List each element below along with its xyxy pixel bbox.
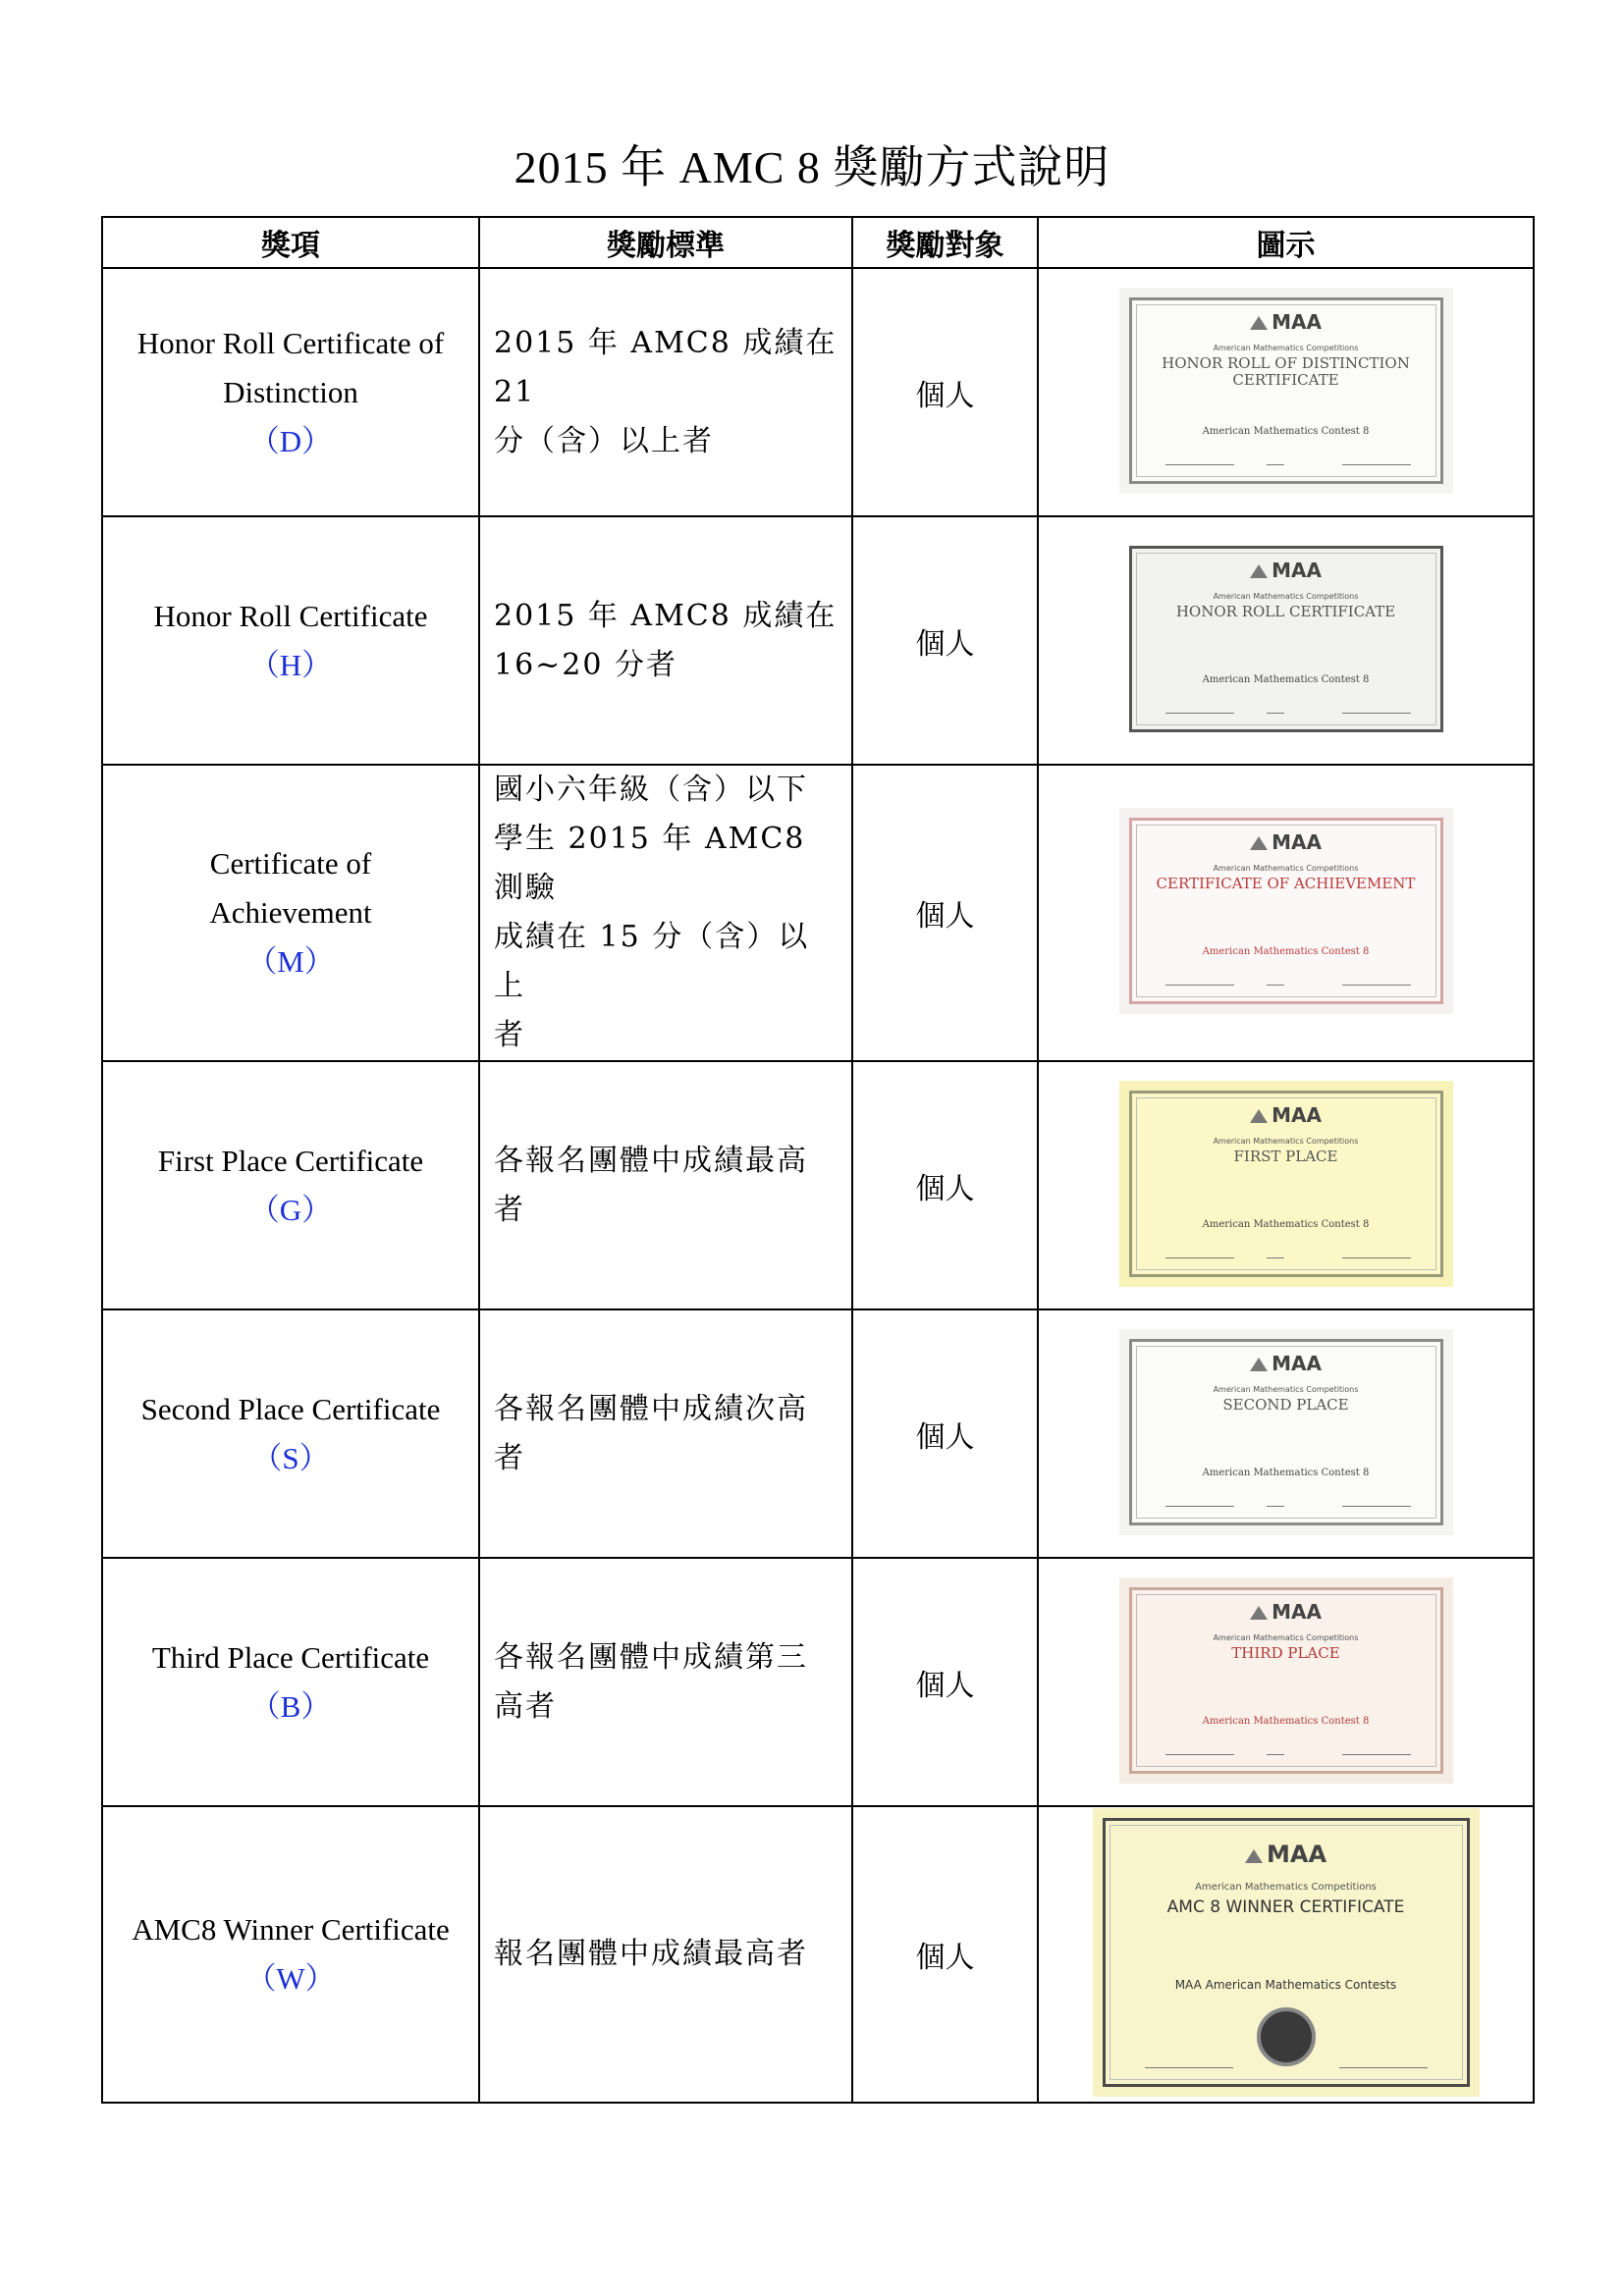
table-header-row — [102, 217, 1534, 268]
criteria-line: 者 — [494, 1192, 525, 1227]
certificate-heading: SECOND PLACE — [1222, 1395, 1349, 1414]
award-code: （D） — [248, 423, 333, 458]
maa-logo-icon — [1245, 1849, 1263, 1863]
certificate-org: American Mathematics Competitions — [1213, 1384, 1359, 1394]
certificate-contest: American Mathematics Contest 8 — [1202, 946, 1370, 957]
award-code: （G） — [248, 1192, 333, 1227]
signature-line — [1267, 1257, 1284, 1258]
maa-logo-icon — [1250, 1109, 1268, 1123]
certificate-heading: FIRST PLACE — [1233, 1147, 1338, 1165]
award-name-line: Achievement — [209, 895, 372, 930]
award-name-line: Distinction — [223, 374, 358, 409]
awards-table — [101, 216, 1535, 2104]
criteria-line: 者 — [494, 1440, 525, 1475]
maa-logo — [1132, 830, 1440, 854]
award-code: （W） — [245, 1961, 336, 1996]
certificate-image — [1119, 808, 1453, 1014]
page-title: 2015 年 AMC 8 獎勵方式說明 — [514, 142, 1110, 192]
maa-logo-text: MAA — [1272, 1102, 1322, 1127]
criteria-line: 者 — [494, 1018, 525, 1052]
award-image-cell — [1038, 1309, 1534, 1558]
criteria-line: 2015 年 AMC8 成績在 21 — [494, 325, 838, 409]
criteria-line: 學生 2015 年 AMC8 測驗 — [494, 822, 806, 905]
certificate-contest: American Mathematics Contest 8 — [1202, 1218, 1370, 1230]
table-row — [102, 765, 1534, 1061]
award-target-cell: 個人 — [852, 268, 1038, 516]
criteria-line: 16~20 分者 — [494, 647, 678, 682]
award-criteria-cell — [479, 516, 852, 765]
award-image-cell — [1038, 765, 1534, 1061]
award-criteria-cell — [479, 1558, 852, 1806]
award-image-cell — [1038, 268, 1534, 516]
criteria-line: 國小六年級（含）以下 — [494, 773, 808, 807]
maa-logo-text: MAA — [1272, 558, 1322, 582]
maa-logo-icon — [1250, 1358, 1268, 1371]
maa-logo — [1132, 1600, 1440, 1624]
signature-line — [1342, 713, 1411, 714]
award-target-cell: 個人 — [852, 1558, 1038, 1806]
award-image-cell — [1038, 1061, 1534, 1309]
maa-logo — [1106, 1841, 1467, 1868]
certificate-frame — [1129, 546, 1443, 732]
table-row — [102, 1061, 1534, 1309]
award-image-cell — [1038, 1558, 1534, 1806]
award-target-cell: 個人 — [852, 765, 1038, 1061]
award-code: （M） — [246, 944, 335, 979]
criteria-line: 分（含）以上者 — [494, 423, 714, 458]
award-name-line: Second Place Certificate — [140, 1391, 441, 1426]
signature-line — [1267, 985, 1284, 986]
header-award: 獎項 — [102, 217, 479, 268]
award-image-cell — [1038, 1806, 1534, 2103]
signature-line — [1165, 1257, 1234, 1258]
maa-logo-icon — [1250, 836, 1268, 850]
certificate-org: American Mathematics Competitions — [1213, 343, 1359, 352]
signature-line — [1165, 464, 1234, 465]
header-image: 圖示 — [1038, 217, 1534, 268]
award-name-cell — [102, 516, 479, 765]
maa-logo-text: MAA — [1272, 830, 1322, 854]
header-target: 獎勵對象 — [852, 217, 1038, 268]
signature-line — [1342, 1754, 1411, 1755]
signature-line — [1145, 2067, 1233, 2068]
certificate-heading: THIRD PLACE — [1231, 1643, 1340, 1662]
certificate-org: American Mathematics Competitions — [1213, 864, 1359, 873]
certificate-image — [1119, 1577, 1453, 1784]
signature-line — [1165, 985, 1234, 986]
maa-logo — [1132, 1103, 1440, 1127]
certificate-frame — [1129, 1339, 1443, 1525]
certificate-heading: HONOR ROLL OF DISTINCTION CERTIFICATE — [1162, 353, 1410, 389]
award-name-cell — [102, 765, 479, 1061]
certificate-image — [1119, 536, 1453, 742]
certificate-frame — [1129, 1091, 1443, 1277]
certificate-contest: American Mathematics Contest 8 — [1202, 1467, 1370, 1478]
criteria-line: 成績在 15 分（含）以上 — [494, 920, 810, 1003]
certificate-frame — [1129, 1587, 1443, 1774]
certificate-frame — [1129, 818, 1443, 1004]
award-name-cell — [102, 1806, 479, 2103]
criteria-line: 高者 — [494, 1688, 557, 1724]
signature-line — [1342, 1506, 1411, 1507]
award-name-line: Honor Roll Certificate — [153, 598, 428, 633]
award-image-cell — [1038, 516, 1534, 765]
signature-line — [1165, 1754, 1234, 1755]
award-criteria-cell — [479, 765, 852, 1061]
signature-line — [1339, 2067, 1428, 2068]
certificate-org: American Mathematics Competitions — [1195, 1882, 1377, 1893]
certificate-contest: American Mathematics Contest 8 — [1202, 1715, 1370, 1727]
award-name-cell — [102, 1558, 479, 1806]
certificate-contest: MAA American Mathematics Contests — [1174, 1978, 1397, 1992]
maa-logo-text: MAA — [1272, 1599, 1322, 1624]
signature-line — [1165, 713, 1234, 714]
header-criteria: 獎勵標準 — [479, 217, 852, 268]
certificate-heading: HONOR ROLL CERTIFICATE — [1175, 602, 1396, 620]
award-target-cell: 個人 — [852, 516, 1038, 765]
maa-logo — [1132, 310, 1440, 334]
certificate-image — [1119, 288, 1453, 494]
table-row — [102, 1558, 1534, 1806]
maa-logo — [1132, 559, 1440, 582]
table-row — [102, 268, 1534, 516]
award-target-cell: 個人 — [852, 1061, 1038, 1309]
award-criteria-cell — [479, 268, 852, 516]
certificate-heading: CERTIFICATE OF ACHIEVEMENT — [1156, 875, 1416, 892]
certificate-org: American Mathematics Competitions — [1213, 1632, 1359, 1642]
award-name-line: First Place Certificate — [157, 1143, 424, 1178]
award-name-cell — [102, 268, 479, 516]
criteria-line: 各報名團體中成績第三 — [494, 1639, 808, 1675]
certificate-image — [1119, 1081, 1453, 1287]
signature-line — [1342, 1257, 1411, 1258]
certificate-image — [1119, 1329, 1453, 1535]
signature-line — [1267, 1506, 1284, 1507]
criteria-line: 2015 年 AMC8 成績在 — [494, 598, 838, 633]
certificate-org: American Mathematics Competitions — [1213, 1136, 1359, 1146]
maa-logo-text: MAA — [1272, 309, 1322, 334]
certificate-frame — [1103, 1818, 1470, 2087]
signature-line — [1342, 464, 1411, 465]
signature-line — [1267, 1754, 1284, 1755]
signature-line — [1267, 713, 1284, 714]
maa-logo-icon — [1250, 564, 1268, 578]
award-name-line: AMC8 Winner Certificate — [132, 1912, 450, 1947]
award-name-cell — [102, 1309, 479, 1558]
seal-icon — [1257, 2007, 1316, 2066]
maa-logo-text: MAA — [1272, 1351, 1322, 1375]
table-row — [102, 1309, 1534, 1558]
certificate-heading: AMC 8 WINNER CERTIFICATE — [1166, 1897, 1405, 1917]
award-criteria-cell — [479, 1061, 852, 1309]
signature-line — [1342, 985, 1411, 986]
award-target-cell: 個人 — [852, 1309, 1038, 1558]
criteria-line: 各報名團體中成績最高 — [494, 1143, 808, 1178]
award-name-cell — [102, 1061, 479, 1309]
signature-line — [1267, 464, 1284, 465]
certificate-contest: American Mathematics Contest 8 — [1202, 425, 1370, 437]
certificate-org: American Mathematics Competitions — [1213, 591, 1359, 601]
award-code: （S） — [251, 1440, 330, 1475]
award-criteria-cell — [479, 1309, 852, 1558]
maa-logo-text: MAA — [1266, 1841, 1327, 1868]
criteria-line: 各報名團體中成績次高 — [494, 1391, 808, 1426]
table-row — [102, 1806, 1534, 2103]
award-target-cell: 個人 — [852, 1806, 1038, 2103]
maa-logo — [1132, 1352, 1440, 1375]
certificate-frame — [1129, 297, 1443, 484]
award-code: （H） — [248, 647, 333, 682]
signature-line — [1165, 1506, 1234, 1507]
award-name-line: Certificate of — [209, 846, 372, 881]
criteria-line: 報名團體中成績最高者 — [494, 1937, 808, 1971]
award-name-line: Honor Roll Certificate of — [136, 325, 445, 360]
certificate-contest: American Mathematics Contest 8 — [1202, 673, 1370, 685]
maa-logo-icon — [1250, 316, 1268, 330]
award-criteria-cell — [479, 1806, 852, 2103]
table-row — [102, 516, 1534, 765]
award-name-line: Third Place Certificate — [151, 1639, 430, 1675]
maa-logo-icon — [1250, 1606, 1268, 1620]
award-code: （B） — [249, 1688, 332, 1724]
certificate-image — [1093, 1808, 1480, 2097]
